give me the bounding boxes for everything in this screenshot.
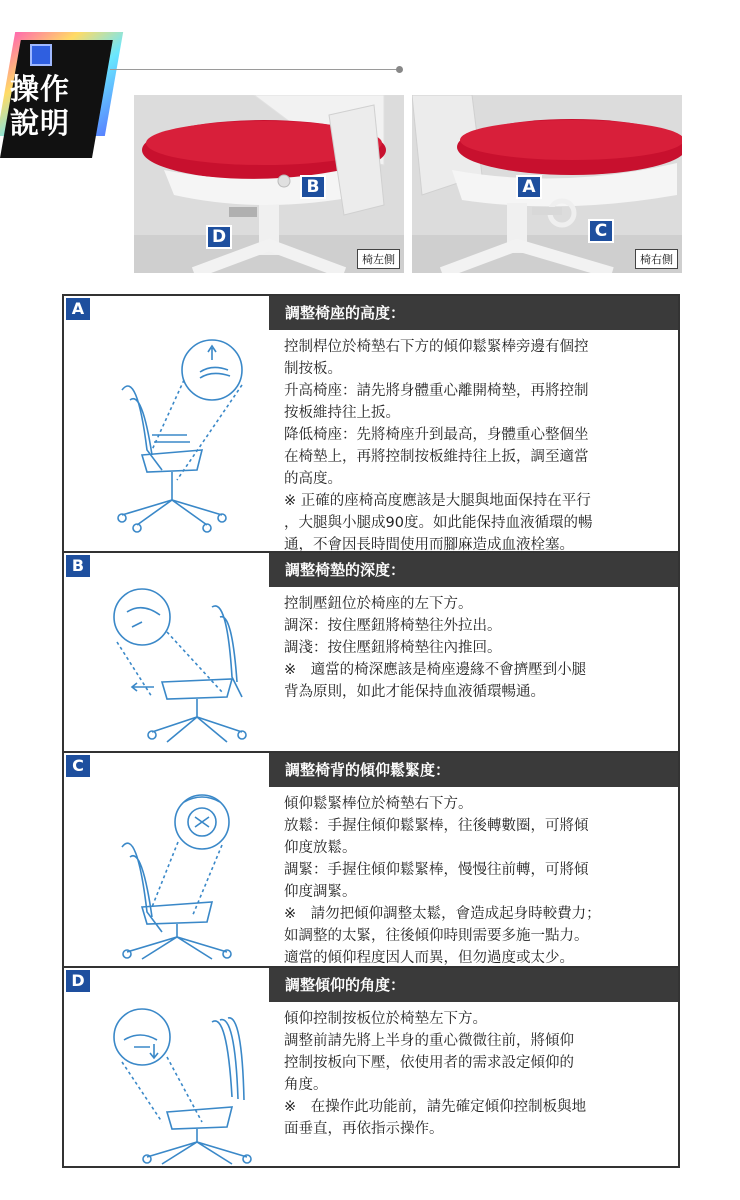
badge-square-icon <box>30 44 52 66</box>
section-d-line: ※ 在操作此功能前，請先確定傾仰控制板與地 <box>284 1099 587 1115</box>
section-c-line: 傾仰鬆緊棒位於椅墊右下方。 <box>284 796 473 812</box>
section-b <box>64 551 678 751</box>
photo-tag-left: 椅左側 <box>357 249 400 269</box>
section-b-line: 背為原則，如此才能保持血液循環暢通。 <box>284 684 545 700</box>
section-c-line: 放鬆：手握住傾仰鬆緊棒，往後轉數圈，可將傾 <box>284 818 589 834</box>
section-a-line: 通，不會因長時間使用而腳麻造成血液栓塞。 <box>284 537 574 553</box>
section-d-line: 調整前請先將上半身的重心微微往前，將傾仰 <box>284 1033 574 1049</box>
photo-label-a: A <box>516 175 542 199</box>
header-divider-dot <box>396 66 403 73</box>
chair-right-illustration <box>412 95 682 273</box>
section-a-line: 的高度。 <box>284 471 342 487</box>
section-b-letter: B <box>66 555 90 577</box>
section-a-line: 按板維持往上扳。 <box>284 405 400 421</box>
section-c-letter: C <box>66 755 90 777</box>
section-d <box>64 966 678 1166</box>
badge-title-line1: 操作 <box>10 72 71 106</box>
header-badge <box>0 22 110 162</box>
section-c-title: 調整椅背的傾仰鬆緊度： <box>269 753 678 787</box>
section-c-line: 仰度調緊。 <box>284 884 357 900</box>
section-a-line: 制按板。 <box>284 361 342 377</box>
section-c <box>64 751 678 966</box>
section-b-title: 調整椅墊的深度： <box>269 553 678 587</box>
tilt-tension-diagram <box>92 787 262 962</box>
badge-title <box>10 72 90 140</box>
section-a-body <box>284 336 666 556</box>
section-d-line: 角度。 <box>284 1077 328 1093</box>
header-divider <box>110 69 398 70</box>
section-c-line: 如調整的太緊，往後傾仰時則需要多施一點力。 <box>284 928 589 944</box>
photo-label-c: C <box>588 219 614 243</box>
section-a-title: 調整椅座的高度： <box>269 296 678 330</box>
tilt-angle-diagram <box>92 1002 262 1167</box>
section-c-line: ※ 請勿把傾仰調整太鬆，會造成起身時較費力； <box>284 906 601 922</box>
chair-left-photo <box>134 95 404 273</box>
section-a <box>64 296 678 551</box>
section-a-line: ※ 正確的座椅高度應該是大腿與地面保持在平行 <box>284 493 591 509</box>
instruction-panel <box>62 294 680 1168</box>
section-d-line: 面垂直，再依指示操作。 <box>284 1121 444 1137</box>
section-c-line: 調緊：手握住傾仰鬆緊棒，慢慢往前轉，可將傾 <box>284 862 589 878</box>
badge-title-line2: 說明 <box>10 106 71 140</box>
chair-height-diagram <box>92 330 262 535</box>
section-a-line: 升高椅座：請先將身體重心離開椅墊，再將控制 <box>284 383 589 399</box>
chair-right-photo <box>412 95 682 273</box>
section-d-line: 控制按板向下壓，依使用者的需求設定傾仰的 <box>284 1055 574 1071</box>
section-b-line: 控制壓鈕位於椅座的左下方。 <box>284 596 473 612</box>
section-b-line: 調深：按住壓鈕將椅墊往外拉出。 <box>284 618 502 634</box>
seat-depth-diagram <box>92 587 262 747</box>
photo-label-b: B <box>300 175 326 199</box>
photo-label-d: D <box>206 225 232 249</box>
chair-left-illustration <box>134 95 404 273</box>
photo-tag-right: 椅右側 <box>635 249 678 269</box>
section-a-line: 在椅墊上，再將控制按板維持往上扳，調至適當 <box>284 449 589 465</box>
section-d-body <box>284 1008 666 1140</box>
section-c-body <box>284 793 666 969</box>
section-b-line: ※ 適當的椅深應該是椅座邊緣不會擠壓到小腿 <box>284 662 587 678</box>
section-c-line: 仰度放鬆。 <box>284 840 357 856</box>
section-a-line: 降低椅座：先將椅座升到最高，身體重心整個坐 <box>284 427 589 443</box>
section-b-line: 調淺：按住壓鈕將椅墊往內推回。 <box>284 640 502 656</box>
section-a-line: 控制桿位於椅墊右下方的傾仰鬆緊棒旁邊有個控 <box>284 339 589 355</box>
section-d-title: 調整傾仰的角度： <box>269 968 678 1002</box>
section-a-line: ，大腿與小腿成90度。如此能保持血液循環的暢 <box>284 515 593 531</box>
section-b-body <box>284 593 666 703</box>
section-c-line: 適當的傾仰程度因人而異，但勿過度或太少。 <box>284 950 574 966</box>
section-d-letter: D <box>66 970 90 992</box>
section-d-line: 傾仰控制按板位於椅墊左下方。 <box>284 1011 487 1027</box>
section-a-letter: A <box>66 298 90 320</box>
